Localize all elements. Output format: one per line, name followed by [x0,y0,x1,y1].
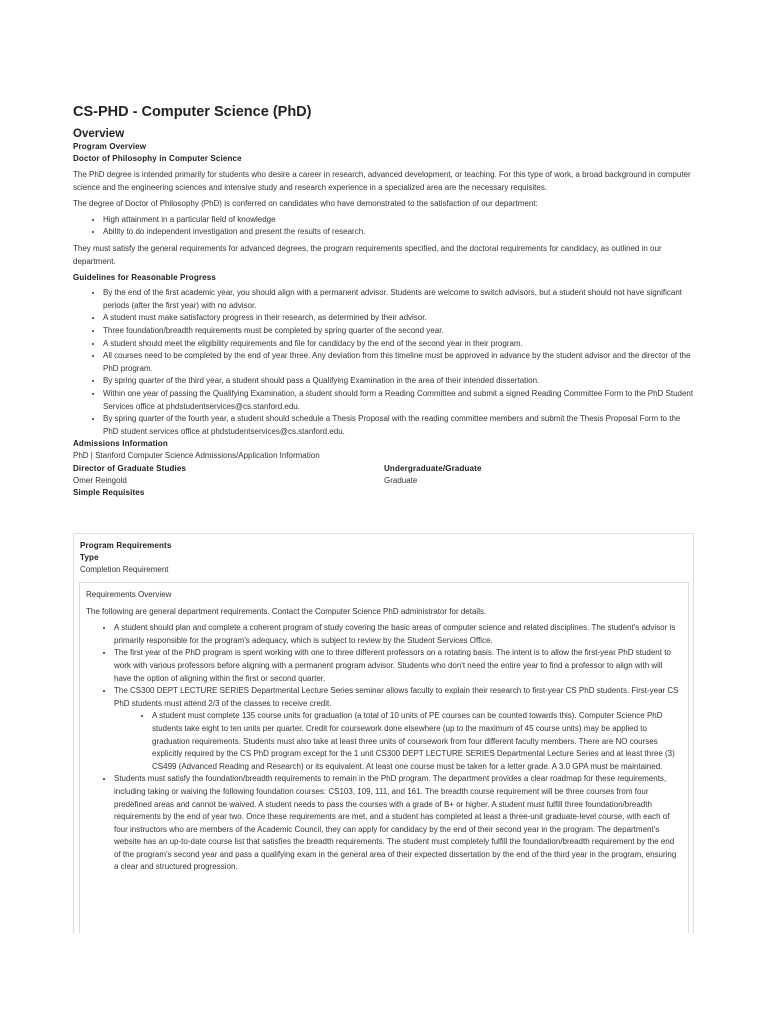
program-overview-label: Program Overview [73,142,147,151]
intro-paragraph-1: The PhD degree is intended primarily for students who desire a career in research, advanced development, or teaching. For this type of work, a broad background in computer science and the engineering sciences and intensive study and research experience in a specialized area are the necessary requisites. [73,170,691,192]
list-item: • Within one year of passing the Qualifying Examination, a student should form a Reading Committee and submit a signed Reading Committee Form to the PhD Student Services office at phdstudentservices@cs.stanford.edu. [103,388,697,413]
guidelines-heading: Guidelines for Reasonable Progress [73,273,216,283]
guidelines-list [73,287,697,438]
list-item: • All courses need to be completed by the end of year three. Any deviation from this timeline must be approved in advance by the student advisor and the director of the PhD program. [103,350,697,375]
program-requirements-box [73,533,694,933]
list-item: • A student must make satisfactory progress in their research, as determined by their advisor. [103,312,697,325]
list-item: • Students must satisfy the foundation/breadth requirements to remain in the PhD program. The department provides a clear roadmap for these requirements, including taking or waiving the following foundation courses: CS103, 109, 111, and 161. The breadth course requirement will be three courses from four predefined areas and cannot be waived. A student needs to pass the courses with a grade of B+ or higher. A student must fulfill three foundation/breadth requirements by the end of year two. Once these requirements are met, and a student has completed at least a three-unit graduate-level course, with each of four instructors who are members of the Academic Council, they can apply for candidacy by the end of their second year in the program. The department's website has an up-to-date course list that satisfies the breadth requirements. The student must completely fulfill the foundation/breadth requirement by the end of the program's second year and pass a qualifying exam in the general area of their expected dissertation by the end of the third year in the program, ensuring a clear and structured progression. [114,773,682,874]
requirements-list [86,622,682,874]
list-item-text: The CS300 DEPT LECTURE SERIES Departmental Lecture Series seminar allows faculty to explain their research to first-year CS PhD students. First-year CS PhD students must attend 2/3 of the classes to receive credit. [114,686,679,708]
list-item: • Three foundation/breadth requirements must be completed by spring quarter of the second year. [103,325,697,338]
list-item: • High attainment in a particular field of knowledge [103,214,697,227]
list-item: • A student should meet the eligibility requirements and file for candidacy by the end of the second year in their program. [103,338,697,351]
intro-paragraph-3: They must satisfy the general requirements for advanced degrees, the program requirements specified, and the doctoral requirements for candidacy, as outlined in our department. [73,243,662,266]
list-item: • A student should plan and complete a coherent program of study covering the basic areas of computer science and related disciplines. The student's advisor is primarily responsible for the program's adequacy, which is subject to review by the Student Services Office. [114,622,682,647]
requirements-overview-title: Requirements Overview [86,590,172,599]
program-requirements-heading: Program Requirements [80,541,172,550]
requirements-sublist [114,710,682,773]
list-item: • By spring quarter of the third year, a student should pass a Qualifying Examination in the area of their intended dissertation. [103,375,697,388]
list-item: • The first year of the PhD program is spent working with one to three different professors on a rotating basis. The intent is to allow the first-year PhD student to work with various professors before aligning with a permanent program advisor. Students who don't need the entire year to find a professor to align with will have the option of aligning within the first or second quarter. [114,647,682,685]
level-value: Graduate [384,475,418,485]
page-title: CS-PHD - Computer Science (PhD) [73,104,312,120]
requirements-overview-box [79,582,689,933]
requirements-intro: The following are general department requirements. Contact the Computer Science PhD administrator for details. [86,606,487,616]
director-name: Omer Reingold [73,475,127,485]
director-row [73,463,697,488]
list-item: • By the end of the first academic year, you should align with a permanent advisor. Students are welcome to switch advisors, but a student should not have significant periods (after the first year) with no advisor. [103,287,697,312]
director-label: Director of Graduate Studies [73,463,187,473]
admissions-text: PhD | Stanford Computer Science Admissions/Application Information [73,451,320,461]
degree-name: Doctor of Philosophy in Computer Science [73,154,242,163]
admissions-heading: Admissions Information [73,439,168,449]
document-content [73,103,697,499]
list-item: • Ability to do independent investigation and present the results of research. [103,226,697,239]
intro-paragraph-2: The degree of Doctor of Philosophy (PhD) is conferred on candidates who have demonstrated to the satisfaction of our department: [73,199,538,209]
overview-heading: Overview [73,128,125,140]
type-value: Completion Requirement [80,565,169,574]
criteria-list [73,214,697,239]
list-item: • A student must complete 135 course units for graduation (a total of 10 units of PE courses can be counted towards this). Computer Science PhD students take eight to ten units per quarter. Credit for coursework done elsewhere (up to the maximum of 45 course units) may be applied to graduation requirements. Students must also take at least three units of coursework from four different faculty members. There are NO courses explicitly required by the CS PhD program except for the 1 unit CS300 DEPT LECTURE SERIES Departmental Lecture Series and at least three (3) CS499 (Advanced Reading and Research) or its equivalent. At least one course must be taken for a letter grade. A 3.0 GPA must be maintained. [152,710,682,773]
simple-requisites-label: Simple Requisites [73,488,145,498]
director-column [73,463,384,488]
level-column [384,463,695,488]
level-label: Undergraduate/Graduate [384,463,482,473]
list-item: • By spring quarter of the fourth year, a student should schedule a Thesis Proposal with the reading committee members and submit the Thesis Proposal Form to the PhD student services office at phdstudentservices@cs.stanford.edu. [103,413,697,438]
list-item [114,685,682,773]
type-label: Type [80,553,99,562]
